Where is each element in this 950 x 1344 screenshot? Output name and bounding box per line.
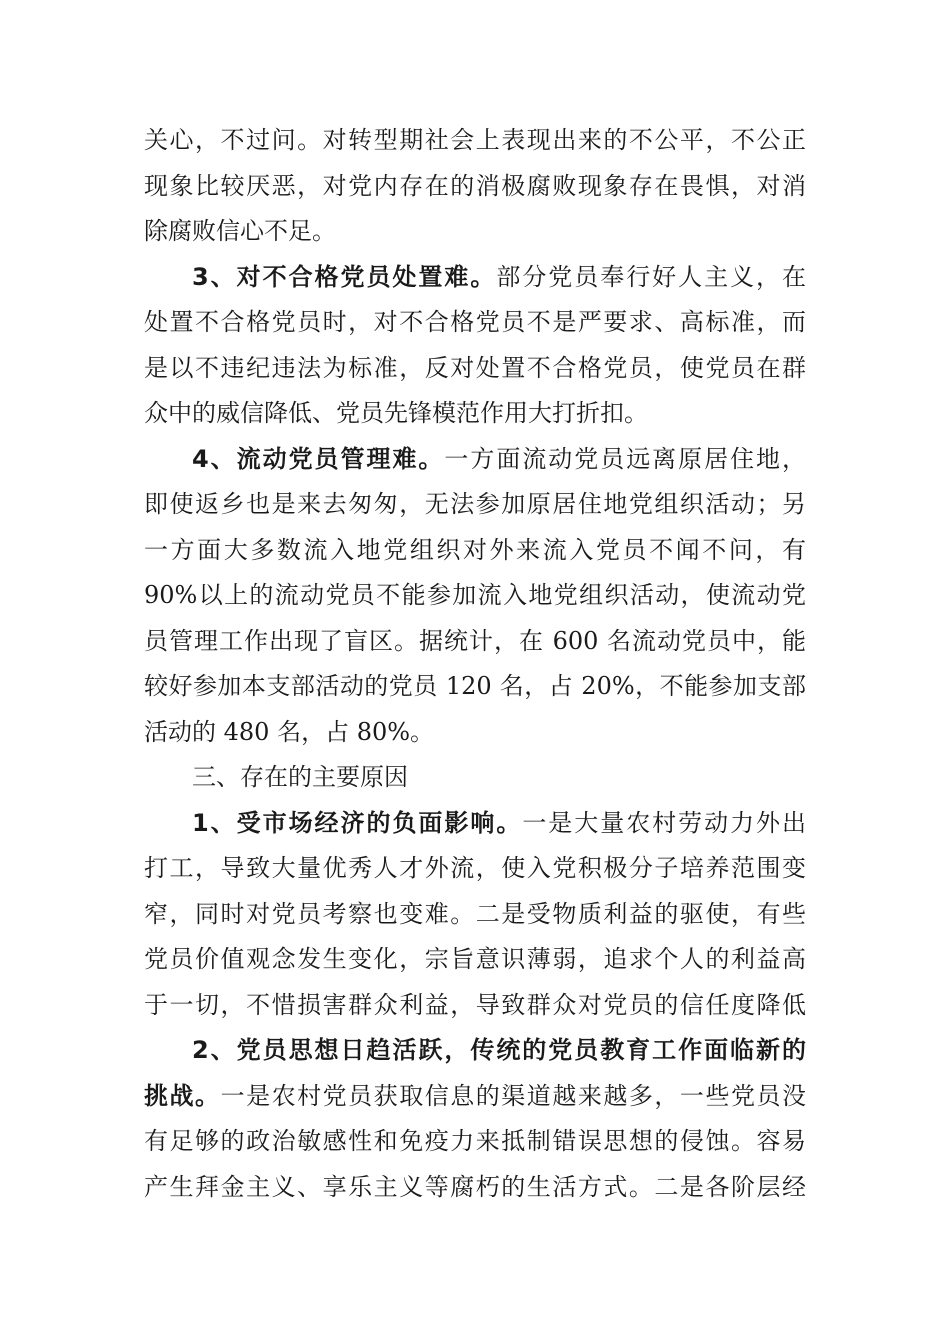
section-heading: 三、存在的主要原因 — [192, 763, 408, 791]
point-heading: 3、对不合格党员处置难。 — [192, 262, 497, 291]
text-line: 现象比较厌恶，对党内存在的消极腐败现象存在畏惧，对消 — [144, 171, 806, 200]
text-line: 处置不合格党员时，对不合格党员不是严要求、高标准，而 — [144, 308, 806, 336]
point-heading: 4、流动党员管理难。 — [192, 444, 445, 473]
text-run: 一是大量农村劳动力外出 — [522, 808, 807, 837]
text-line: 有足够的政治敏感性和免疫力来抵制错误思想的侵蚀。容易 — [144, 1127, 806, 1155]
text-line: 窄，同时对党员考察也变难。二是受物质利益的驱使，有些 — [144, 899, 806, 928]
text-line: 活动的 480 名，占 80%。 — [144, 717, 435, 746]
text-line: 众中的威信降低、党员先锋模范作用大打折扣。 — [144, 399, 648, 427]
text-line: 是以不违纪违法为标准，反对处置不合格党员，使党员在群 — [144, 353, 806, 382]
text-line: 于一切，不惜损害群众利益，导致群众对党员的信任度降低 — [144, 990, 806, 1019]
text-line: 打工，导致大量优秀人才外流，使入党积极分子培养范围变 — [144, 854, 806, 882]
text-line: 党员价值观念发生变化，宗旨意识薄弱，追求个人的利益高 — [144, 945, 806, 973]
text-line: 产生拜金主义、享乐主义等腐朽的生活方式。二是各阶层经 — [144, 1172, 806, 1201]
document-body — [144, 118, 806, 1210]
text-line: 90%以上的流动党员不能参加流入地党组织活动，使流动党 — [144, 581, 806, 609]
text-line: 关心，不过问。对转型期社会上表现出来的不公平，不公正 — [144, 126, 806, 154]
text-line: 除腐败信心不足。 — [144, 217, 336, 245]
point-heading-line: 2、党员思想日趋活跃，传统的党员教育工作面临新的 — [192, 1036, 806, 1064]
text-run: 一方面流动党员远离原居住地， — [444, 444, 807, 473]
paragraph-second-line — [144, 1074, 806, 1120]
paragraph-first-line — [144, 437, 806, 483]
text-run: 部分党员奉行好人主义，在 — [496, 262, 807, 291]
text-line: 一方面大多数流入地党组织对外来流入党员不闻不问，有 — [144, 535, 806, 564]
text-line: 员管理工作出现了盲区。据统计，在 600 名流动党员中，能 — [144, 626, 806, 655]
point-heading: 挑战。 — [144, 1081, 221, 1110]
text-line: 较好参加本支部活动的党员 120 名，占 20%，不能参加支部 — [144, 672, 806, 700]
text-run: 一是农村党员获取信息的渠道越来越多，一些党员没 — [220, 1081, 807, 1110]
paragraph-first-line — [144, 801, 806, 847]
point-heading: 1、受市场经济的负面影响。 — [192, 808, 523, 837]
text-line: 即使返乡也是来去匆匆，无法参加原居住地党组织活动；另 — [144, 490, 806, 518]
paragraph-first-line — [144, 255, 806, 301]
